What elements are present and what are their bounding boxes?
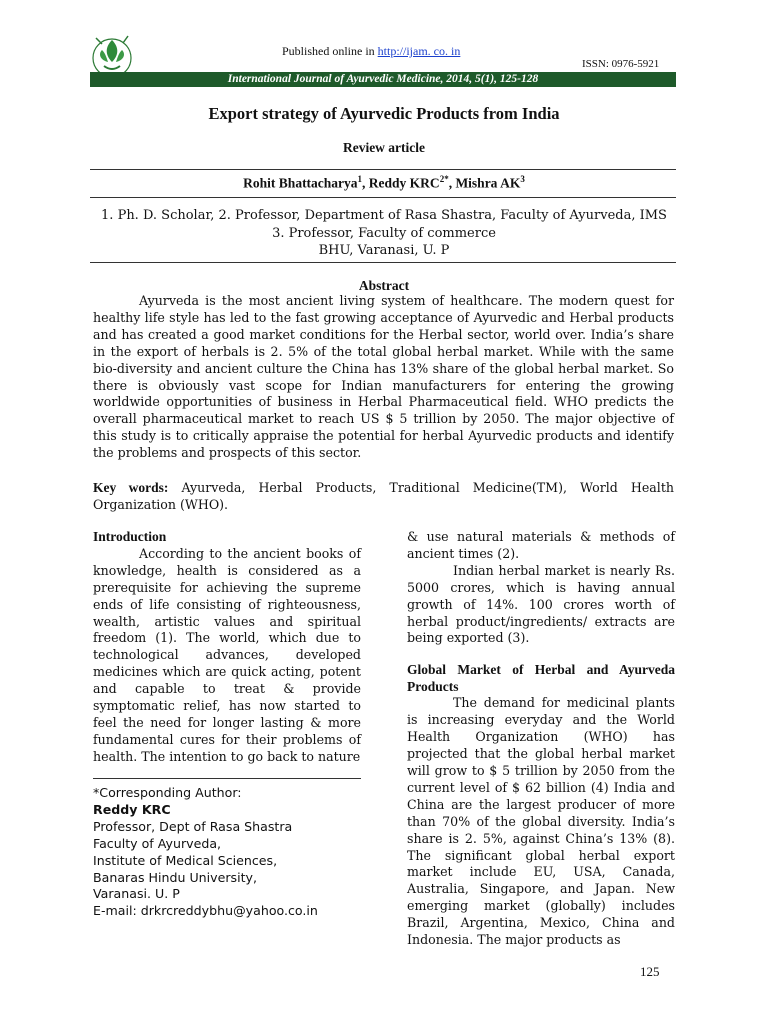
footnote-rule (93, 778, 361, 779)
global-market-heading: Global Market of Herbal and Ayurveda Products (407, 662, 675, 695)
introduction-paragraph: Indian herbal market is nearly Rs. 5000 crores, which is having annual growth of 14%. 100 crores worth of herbal product/ingredients/ extracts are being exported (3). (407, 562, 675, 646)
article-title: Export strategy of Ayurvedic Products from India (208, 104, 560, 123)
author: Rohit Bhattacharya (243, 175, 358, 191)
divider (90, 197, 676, 198)
abstract-text: Ayurveda is the most ancient living system of healthcare. The modern quest for healthy life style has led to the fast growing acceptance of Ayurvedic and Herbal products and has created a good market conditions for the Herbal sector, world over. India’s share in the export of herbals is 2. 5% of the total global herbal market. While with the same bio-diversity and ancient culture the China has 13% share of the global herbal market. So there is obviously vast scope for Indian manufacturers for entering the growing worldwide opportunities of business in Herbal Pharmaceutical field. WHO predicts the overall pharmaceutical market to reach US $ 5 trillion by 2050. The major objective of this study is to critically appraise the potential for herbal Ayurvedic products and identify the problems and prospects of this sector. (93, 293, 674, 461)
introduction-paragraph-continued: & use natural materials & methods of ancient times (2). (407, 529, 675, 561)
corresponding-line: Varanasi. U. P (93, 886, 180, 902)
right-column (407, 529, 675, 949)
divider (90, 169, 676, 170)
corresponding-author (93, 785, 363, 920)
corresponding-line: Professor, Dept of Rasa Shastra (93, 818, 293, 834)
divider (90, 262, 676, 263)
article-type: Review article (342, 140, 426, 155)
corresponding-line: Institute of Medical Sciences, (93, 852, 278, 868)
corresponding-label: *Corresponding Author: (93, 785, 242, 800)
introduction-paragraph: According to the ancient books of knowledge, health is considered as a prerequisite for achieving the supreme ends of life consisting of righteousness, wealth, artistic values and spiritual freedom (1). The world, which due to technological advances, developed medicines which are quick acting, potent and capable to treat & provide symptomatic relief, has now started to feel the need for longer lasting & more fundamental cures for their problems of health. The intention to go back to nature (93, 545, 361, 764)
corresponding-line: Banaras Hindu University, (93, 869, 257, 885)
corresponding-email: E-mail: drkrcreddybhu@yahoo.co.in (93, 903, 318, 919)
global-market-paragraph: The demand for medicinal plants is increasing everyday and the World Health Organization (WHO) has projected that the global herbal market will grow to $ 5 trillion by 2050 from the current level of $ 62 billion (4) India and China are the largest producer of more than 70% of the global diversity. India’s share is 2. 5%, against China’s 13% (8). The significant global herbal export market include EU, USA, Canada, Australia, Singapore, and Japan. New emerging market (globally) includes Brazil, Argentina, Mexico, China and Indonesia. The major products as (407, 695, 675, 948)
journal-link[interactable]: http://ijam. co. in (377, 44, 461, 58)
journal-banner (90, 72, 676, 87)
keywords-label: Key words: (93, 480, 169, 495)
left-column (93, 529, 361, 766)
author: Reddy KRC (368, 175, 440, 191)
keywords-text: Ayurveda, Herbal Products, Traditional Medicine(TM), World Health Organization (WHO). (93, 480, 674, 512)
affiliation-line: 1. Ph. D. Scholar, 2. Professor, Department of Rasa Shastra, Faculty of Ayurveda, IMS (101, 208, 667, 223)
affiliation-line: BHU, Varanasi, U. P (318, 243, 450, 258)
keywords (93, 479, 674, 513)
introduction-heading: Introduction (93, 529, 167, 544)
affiliation-line: 3. Professor, Faculty of commerce (272, 226, 496, 241)
published-online: Published online in http://ijam. co. in (282, 44, 461, 58)
author-list: Rohit Bhattacharya$^1$, Reddy $KRC^{2*}$, Mishra $AK^3$ (243, 174, 525, 191)
abstract-heading: Abstract (358, 278, 410, 293)
corresponding-line: Faculty of Ayurveda, (93, 835, 222, 851)
issn: ISSN: 0976-5921 (582, 58, 660, 70)
journal-citation: International Journal of Ayurvedic Medicine, 2014, 5(1), 125-128 (227, 73, 539, 85)
author: Mishra AK (455, 175, 521, 191)
corresponding-name: Reddy KRC (93, 801, 171, 817)
page-number: 125 (640, 964, 660, 979)
